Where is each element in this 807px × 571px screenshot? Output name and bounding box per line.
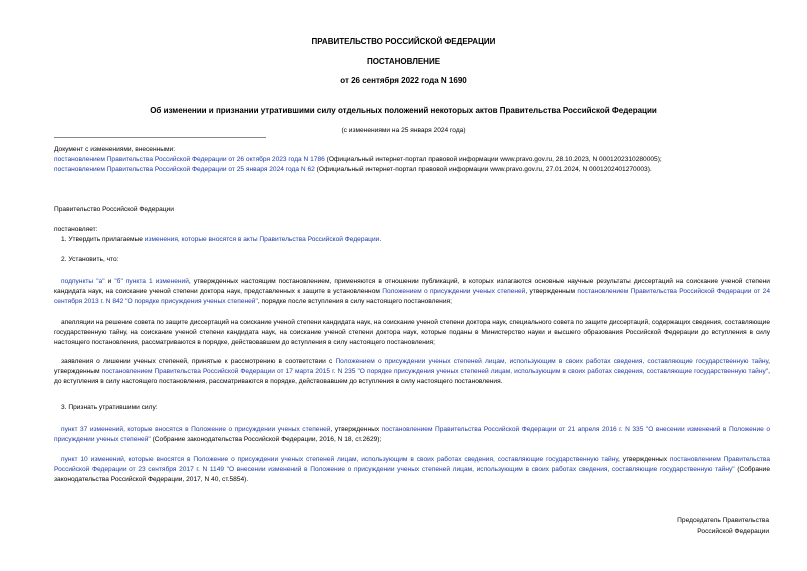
amendments-intro: Документ с изменениями, внесенными: bbox=[54, 146, 176, 153]
paragraph-1: 1. Утвердить прилагаемые изменения, которые вносятся в акты Правительства Российской Федерации. bbox=[61, 236, 382, 243]
divider bbox=[54, 137, 266, 138]
paragraph-2: 2. Установить, что: bbox=[61, 256, 119, 263]
signature-block bbox=[677, 515, 769, 537]
paragraph-3b: пункт 10 изменений, которые вносятся в Положение о присуждении ученых степеней лицам, использующим в своих работах сведения, составляющие государственную тайну, утвержденных постановлением Правительства Российской Федерации от 23 сентября 2017 г. N 1149 "О внесении изменений в Положение о присуждении ученых степеней лицам, использующим в своих работах сведения, составляющие государственную тайну" (Собрание законодательства Российской Федерации, 2017, N 40, ст.5854). bbox=[54, 456, 771, 483]
signature-line-1: Председатель Правительства bbox=[677, 517, 769, 524]
paragraph-2a: подпункты "а" и "б" пункта 1 изменений, утвержденных настоящим постановлением, применяются в отношении публикаций, в которых излагаются основные научные результаты диссертаций на соискание ученой степени кандидата наук, на соискание ученой степени доктора наук, представленных к защите в установленном Положением о присуждении ученых степеней, утвержденным постановлением Правительства Российской Федерации от 24 сентября 2013 г. N 842 "О порядке присуждения ученых степеней", порядке после вступления в силу настоящего постановления; bbox=[54, 278, 770, 305]
date-number-heading: от 26 сентября 2022 года N 1690 bbox=[340, 76, 467, 85]
amendment-link-2[interactable]: постановлением Правительства Российской Федерации от 25 января 2024 года N 62 bbox=[54, 166, 315, 173]
paragraph-2c: заявления о лишении ученых степеней, принятые к рассмотрению в соответствии с Положением о присуждении ученых степеней лицам, использующим в своих работах сведения, составляющие государственную тайну, утвержденным постановлением Правительства Российской Федерации от 17 марта 2015 г. N 235 "О порядке присуждения ученых степеней лицам, использующим в своих работах сведения, составляющие государственную тайну", до вступления в силу настоящего постановления, рассматриваются в порядке, действовавшем до вступления в силу настоящего постановления. bbox=[54, 358, 771, 385]
point-10-link[interactable]: пункт 10 изменений, которые вносятся в Положение о присуждении ученых степеней лицам, использующим в своих работах сведения, составляющие государственную тайну bbox=[61, 456, 618, 463]
changes-link[interactable]: изменения, которые вносятся в акты Правительства Российской Федерации bbox=[144, 236, 380, 243]
decree-1149-link[interactable]: постановлением Правительства Российской Федерации от 23 сентября 2017 г. N 1149 "О внесении изменений в Положение о присуждении ученых степеней лицам, использующим в своих работах сведения, составляющие государственную тайну" bbox=[54, 456, 771, 473]
signature-line-2: Российской Федерации bbox=[697, 528, 769, 535]
amendment-text-1: (Официальный интернет-портал правовой информации www.pravo.gov.ru, 28.10.2023, N 0001202310280005); bbox=[324, 156, 662, 163]
subpoint-b-link[interactable]: "б" пункта 1 изменений bbox=[114, 278, 189, 285]
paragraph-3: 3. Признать утратившими силу: bbox=[61, 404, 158, 411]
paragraph-3a: пункт 37 изменений, которые вносятся в Положение о присуждении ученых степеней, утвержденных постановлением Правительства Российской Федерации от 21 апреля 2016 г. N 335 "О внесении изменений в Положение о присуждении ученых степеней" (Собрание законодательства Российской Федерации, 2016, N 18, ст.2629); bbox=[54, 426, 770, 443]
amendment-link-1[interactable]: постановлением Правительства Российской Федерации от 26 октября 2023 года N 1786 bbox=[54, 156, 325, 163]
regulation-link[interactable]: Положением о присуждении ученых степеней bbox=[382, 288, 526, 295]
amendment-item bbox=[54, 166, 652, 174]
subpoint-a-link[interactable]: подпункты "а" bbox=[61, 278, 105, 285]
amendment-text-2: (Официальный интернет-портал правовой информации www.pravo.gov.ru, 27.01.2024, N 0001202401270003). bbox=[314, 166, 652, 173]
doc-type-heading: ПОСТАНОВЛЕНИЕ bbox=[366, 57, 441, 66]
point-37-link[interactable]: пункт 37 изменений, которые вносятся в Положение о присуждении ученых степеней bbox=[61, 426, 331, 433]
government-heading: ПРАВИТЕЛЬСТВО РОССИЙСКОЙ ФЕДЕРАЦИИ bbox=[311, 37, 496, 46]
decree-842-link[interactable]: постановлением Правительства Российской Федерации от 24 сентября 2013 г. N 842 "О порядке присуждения ученых степеней" bbox=[54, 288, 770, 305]
amendment-item bbox=[54, 156, 662, 164]
revision-note: (с изменениями на 25 января 2024 года) bbox=[341, 127, 466, 134]
decree-235-link[interactable]: постановлением Правительства Российской Федерации от 17 марта 2015 г. N 235 "О порядке присуждения ученых степеней лицам, использующим в своих работах сведения, составляющие государственную тайну" bbox=[101, 368, 769, 375]
secret-regulation-link[interactable]: Положением о присуждении ученых степеней лицам, использующим в своих работах сведения, составляющие государственную тайну bbox=[335, 358, 769, 365]
decree-335-link[interactable]: постановлением Правительства Российской Федерации от 21 апреля 2016 г. N 335 "О внесении изменений в Положение о присуждении ученых степеней" bbox=[54, 426, 770, 443]
paragraph-2b: апелляции на решение совета по защите диссертаций на соискание ученой степени кандидата наук, на соискание ученой степени доктора наук, специального совета по защите диссертаций, содержащих сведения, составляющие государственную тайну, на соискание ученой степени кандидата наук, на соискание ученой степени доктора наук, которые поданы в Министерство науки и высшего образования Российской Федерации до вступления в силу настоящего постановления, рассматриваются в порядке, действовавшем до вступления в силу настоящего постановления; bbox=[54, 319, 770, 346]
document-title: Об изменении и признании утратившими силу отдельных положений некоторых актов Правительства Российской Федерации bbox=[150, 106, 657, 115]
decrees-line: постановляет: bbox=[54, 226, 98, 233]
issuer-line: Правительство Российской Федерации bbox=[54, 206, 174, 213]
